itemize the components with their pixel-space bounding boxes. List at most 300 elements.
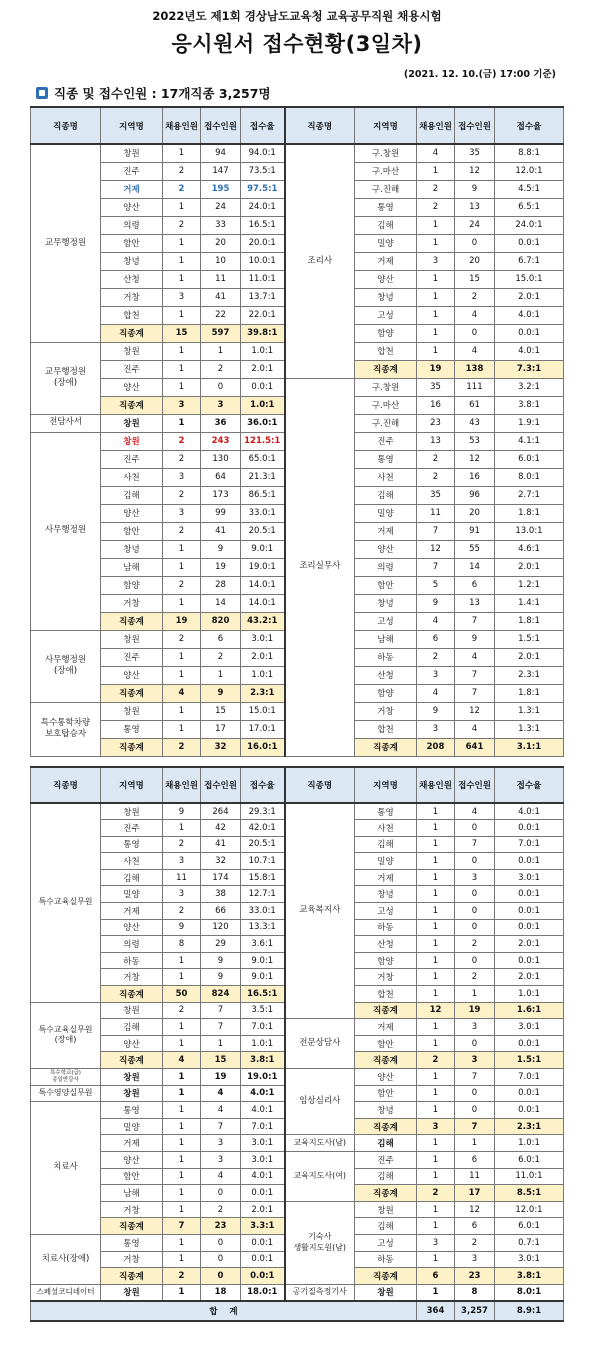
apply-cell: 0 [455,234,495,252]
job-cell: 교무행정원 [31,144,101,342]
ratio-cell: 4.0:1 [241,1102,285,1119]
ratio-cell: 1.2:1 [495,576,564,594]
ratio-cell: 73.5:1 [241,162,285,180]
ratio-cell: 6.0:1 [495,1218,564,1235]
ratio-cell: 11.0:1 [495,1168,564,1185]
hire-cell: 1 [417,1218,455,1235]
ratio-cell: 36.0:1 [241,414,285,432]
apply-cell: 17 [455,1185,495,1202]
region-cell: 사천 [101,468,163,486]
region-cell: 창원 [101,1002,163,1019]
job-cell: 교육복지사 [285,803,355,1019]
apply-cell: 4 [201,1168,241,1185]
hire-cell: 9 [417,702,455,720]
ratio-cell: 4.0:1 [495,306,564,324]
job-cell: 기숙사 생활지도원(남) [285,1201,355,1284]
ratio-cell: 16.0:1 [241,738,285,756]
hire-cell: 2 [163,836,201,853]
apply-cell: 41 [201,522,241,540]
region-cell: 거창 [101,969,163,986]
col-header-apply: 접수인원 [455,767,495,803]
ratio-cell: 10.7:1 [241,853,285,870]
region-cell: 밀양 [355,234,417,252]
region-cell: 창원 [101,414,163,432]
ratio-cell: 7.0:1 [495,836,564,853]
apply-cell: 0 [455,952,495,969]
hire-cell: 16 [417,396,455,414]
hire-cell: 1 [163,952,201,969]
job-cell: 전문상담사 [285,1019,355,1069]
job-cell: 특수영양실무원 [31,1085,101,1102]
ratio-cell: 14.0:1 [241,576,285,594]
apply-cell: 3 [455,1251,495,1268]
apply-cell: 19 [201,558,241,576]
ratio-cell: 6.5:1 [495,198,564,216]
hire-cell: 1 [163,558,201,576]
hire-cell: 1 [417,836,455,853]
apply-cell: 53 [455,432,495,450]
apply-cell: 32 [201,738,241,756]
region-cell: 창원 [101,144,163,162]
apply-cell: 597 [201,324,241,342]
hire-cell: 2 [163,486,201,504]
region-cell: 밀양 [101,1118,163,1135]
job-cell: 치료사(장애) [31,1234,101,1284]
col-header-region: 지역명 [101,767,163,803]
apply-cell: 0 [201,378,241,396]
apply-cell: 35 [455,144,495,162]
region-cell: 창원 [355,1284,417,1301]
hire-cell: 1 [417,270,455,288]
apply-cell: 2 [201,1201,241,1218]
apply-cell: 173 [201,486,241,504]
region-cell: 통영 [101,720,163,738]
region-cell: 거창 [101,288,163,306]
hire-cell: 23 [417,414,455,432]
ratio-cell: 24.0:1 [495,216,564,234]
region-cell: 김해 [355,216,417,234]
region-cell: 직종계 [355,1052,417,1069]
apply-cell: 0 [455,1085,495,1102]
apply-cell: 24 [455,216,495,234]
ratio-cell: 2.0:1 [495,936,564,953]
region-cell: 김해 [355,836,417,853]
region-cell: 통영 [101,1234,163,1251]
col-header-region: 지역명 [101,107,163,144]
region-cell: 거창 [101,1251,163,1268]
hire-cell: 2 [163,432,201,450]
hire-cell: 1 [163,702,201,720]
region-cell: 함안 [101,234,163,252]
region-cell: 함안 [355,576,417,594]
region-cell: 합천 [355,720,417,738]
ratio-cell: 13.3:1 [241,919,285,936]
hire-cell: 1 [163,820,201,837]
region-cell: 거제 [101,903,163,920]
region-cell: 사천 [355,820,417,837]
col-header-ratio: 접수율 [241,107,285,144]
region-cell: 창녕 [355,886,417,903]
region-cell: 김해 [101,1019,163,1036]
hire-cell: 1 [163,594,201,612]
ratio-cell: 6.0:1 [495,450,564,468]
ratio-cell: 1.0:1 [241,342,285,360]
col-header-ratio: 접수율 [241,767,285,803]
col-header-hire: 채용인원 [163,767,201,803]
ratio-cell: 13.7:1 [241,288,285,306]
ratio-cell: 121.5:1 [241,432,285,450]
apply-cell: 99 [201,504,241,522]
ratio-cell: 3.0:1 [495,1019,564,1036]
region-cell: 창원 [101,1085,163,1102]
hire-cell: 1 [163,1201,201,1218]
hire-cell: 19 [417,360,455,378]
ratio-cell: 2.0:1 [241,648,285,666]
apply-cell: 19 [201,1069,241,1086]
apply-cell: 2 [201,360,241,378]
hire-cell: 1 [163,1185,201,1202]
region-cell: 창녕 [355,594,417,612]
apply-cell: 7 [455,684,495,702]
apply-cell: 9 [201,969,241,986]
apply-cell: 66 [201,903,241,920]
apply-cell: 6 [201,630,241,648]
ratio-cell: 4.5:1 [495,180,564,198]
apply-cell: 23 [455,1268,495,1285]
ratio-cell: 9.0:1 [241,540,285,558]
region-cell: 통영 [101,1102,163,1119]
hire-cell: 1 [417,886,455,903]
ratio-cell: 14.0:1 [241,594,285,612]
region-cell: 거제 [355,522,417,540]
apply-cell: 9 [455,630,495,648]
hire-cell: 1 [417,936,455,953]
hire-cell: 12 [417,540,455,558]
region-cell: 통영 [355,803,417,820]
ratio-cell: 1.5:1 [495,630,564,648]
apply-cell: 0 [455,1102,495,1119]
ratio-cell: 8.0:1 [495,468,564,486]
apply-cell: 0 [455,919,495,936]
region-cell: 하동 [355,1251,417,1268]
hire-cell: 2 [163,903,201,920]
hire-cell: 3 [163,288,201,306]
ratio-cell: 8.0:1 [495,1284,564,1301]
apply-cell: 43 [455,414,495,432]
ratio-cell: 1.0:1 [241,396,285,414]
status-table-2 [30,766,564,1322]
region-cell: 거제 [101,180,163,198]
hire-cell: 1 [163,1234,201,1251]
job-cell: 조리사 [285,144,355,378]
region-cell: 양산 [101,504,163,522]
ratio-cell: 1.9:1 [495,414,564,432]
hire-cell: 35 [417,486,455,504]
apply-cell: 22 [201,306,241,324]
apply-cell: 12 [455,162,495,180]
hire-cell: 1 [417,1284,455,1301]
ratio-cell: 3.3:1 [241,1218,285,1235]
region-cell: 함양 [355,324,417,342]
hire-cell: 208 [417,738,455,756]
ratio-cell: 16.5:1 [241,986,285,1003]
hire-cell: 1 [163,720,201,738]
region-cell: 구.창원 [355,144,417,162]
apply-cell: 2 [455,288,495,306]
ratio-cell: 1.3:1 [495,702,564,720]
job-cell: 특수통학차량 보호탑승자 [31,702,101,756]
apply-cell: 6 [455,1218,495,1235]
region-cell: 거창 [101,594,163,612]
apply-cell: 130 [201,450,241,468]
col-header-region: 지역명 [355,767,417,803]
table-row [31,1019,564,1036]
hire-cell: 1 [417,869,455,886]
col-header-job: 직종명 [31,107,101,144]
hire-cell: 4 [417,612,455,630]
region-cell: 고성 [355,306,417,324]
ratio-cell: 11.0:1 [241,270,285,288]
region-cell: 함양 [355,684,417,702]
region-cell: 구.창원 [355,378,417,396]
region-cell: 창녕 [355,288,417,306]
region-cell: 직종계 [101,1052,163,1069]
hire-cell: 1 [163,1118,201,1135]
apply-cell: 3 [201,1135,241,1152]
reference-date: (2021. 12. 10.(금) 17:00 기준) [403,69,556,80]
apply-cell: 42 [201,820,241,837]
page-title: 응시원서 접수현황(3일차) [171,32,423,56]
hire-cell: 2 [163,162,201,180]
col-header-apply: 접수인원 [201,107,241,144]
region-cell: 직종계 [355,1002,417,1019]
table-row [31,803,564,820]
ratio-cell: 2.3:1 [495,1118,564,1135]
ratio-cell: 24.0:1 [241,198,285,216]
hire-cell: 2 [417,648,455,666]
hire-cell: 1 [163,342,201,360]
apply-cell: 1 [455,986,495,1003]
ratio-cell: 3.8:1 [495,396,564,414]
ratio-cell: 1.0:1 [495,986,564,1003]
hire-cell: 2 [417,198,455,216]
region-cell: 창녕 [101,540,163,558]
apply-cell: 4 [455,306,495,324]
region-cell: 양산 [101,1035,163,1052]
ratio-cell: 19.0:1 [241,1069,285,1086]
region-cell: 김해 [355,486,417,504]
region-cell: 사천 [101,853,163,870]
region-cell: 직종계 [355,1118,417,1135]
apply-cell: 2 [455,1234,495,1251]
apply-cell: 20 [455,504,495,522]
hire-cell: 1 [163,540,201,558]
ratio-cell: 1.8:1 [495,612,564,630]
apply-cell: 7 [455,666,495,684]
ratio-cell: 1.0:1 [495,1135,564,1152]
ratio-cell: 0.0:1 [241,378,285,396]
hire-cell: 7 [163,1218,201,1235]
apply-cell: 13 [455,198,495,216]
apply-cell: 18 [201,1284,241,1301]
ratio-cell: 1.6:1 [495,1002,564,1019]
apply-cell: 3 [455,1052,495,1069]
hire-cell: 1 [163,1069,201,1086]
hire-cell: 3 [417,1234,455,1251]
ratio-cell: 65.0:1 [241,450,285,468]
hire-cell: 3 [163,504,201,522]
ratio-cell: 2.0:1 [495,288,564,306]
ratio-cell: 0.0:1 [495,1035,564,1052]
region-cell: 창원 [101,1069,163,1086]
ratio-cell: 20.0:1 [241,234,285,252]
hire-cell: 50 [163,986,201,1003]
ratio-cell: 0.0:1 [241,1185,285,1202]
apply-cell: 138 [455,360,495,378]
grand-total-label: 합 계 [31,1301,417,1321]
apply-cell: 0 [201,1251,241,1268]
region-cell: 합천 [355,342,417,360]
hire-cell: 1 [163,252,201,270]
ratio-cell: 16.5:1 [241,216,285,234]
hire-cell: 11 [417,504,455,522]
apply-cell: 1 [201,666,241,684]
job-cell: 특수교육실무원 (장애) [31,1002,101,1068]
ratio-cell: 0.0:1 [495,234,564,252]
ratio-cell: 1.4:1 [495,594,564,612]
hire-cell: 4 [163,684,201,702]
apply-cell: 4 [455,648,495,666]
apply-cell: 1 [455,1135,495,1152]
ratio-cell: 9.0:1 [241,969,285,986]
hire-cell: 1 [163,969,201,986]
hire-cell: 1 [163,1019,201,1036]
region-cell: 김해 [355,1135,417,1152]
hire-cell: 3 [163,468,201,486]
apply-cell: 19 [455,1002,495,1019]
ratio-cell: 0.0:1 [495,1102,564,1119]
col-header-ratio: 접수율 [495,107,564,144]
ratio-cell: 12.7:1 [241,886,285,903]
region-cell: 고성 [355,1234,417,1251]
ratio-cell: 3.0:1 [495,869,564,886]
hire-cell: 2 [163,1268,201,1285]
table-row [31,1069,564,1086]
hire-cell: 2 [163,576,201,594]
apply-cell: 3 [201,1151,241,1168]
region-cell: 산청 [101,270,163,288]
hire-cell: 3 [417,720,455,738]
col-header-hire: 채용인원 [417,107,455,144]
apply-cell: 0 [455,1035,495,1052]
region-cell: 직종계 [355,360,417,378]
apply-cell: 32 [201,853,241,870]
region-cell: 양산 [355,270,417,288]
hire-cell: 1 [417,1102,455,1119]
ratio-cell: 2.0:1 [495,648,564,666]
region-cell: 창원 [101,1284,163,1301]
apply-cell: 11 [455,1168,495,1185]
ratio-cell: 3.6:1 [241,936,285,953]
apply-cell: 12 [455,702,495,720]
region-cell: 함안 [101,522,163,540]
region-cell: 통영 [355,450,417,468]
region-cell: 합천 [355,986,417,1003]
hire-cell: 1 [417,1135,455,1152]
apply-cell: 29 [201,936,241,953]
apply-cell: 0 [201,1234,241,1251]
hire-cell: 1 [163,414,201,432]
apply-cell: 243 [201,432,241,450]
col-header-apply: 접수인원 [455,107,495,144]
ratio-cell: 15.0:1 [241,702,285,720]
hire-cell: 2 [417,1052,455,1069]
apply-cell: 7 [455,1118,495,1135]
region-cell: 통영 [355,198,417,216]
ratio-cell: 3.0:1 [241,630,285,648]
ratio-cell: 3.2:1 [495,378,564,396]
hire-cell: 1 [163,666,201,684]
ratio-cell: 2.0:1 [241,1201,285,1218]
ratio-cell: 0.0:1 [241,1234,285,1251]
ratio-cell: 12.0:1 [495,1201,564,1218]
region-cell: 양산 [101,378,163,396]
apply-cell: 14 [455,558,495,576]
region-cell: 진주 [355,432,417,450]
apply-cell: 0 [455,886,495,903]
region-cell: 직종계 [101,396,163,414]
ratio-cell: 4.0:1 [495,803,564,820]
apply-cell: 41 [201,836,241,853]
section-icon [36,87,48,99]
grand-total-hire: 364 [417,1301,455,1321]
ratio-cell: 22.0:1 [241,306,285,324]
apply-cell: 3 [201,396,241,414]
region-cell: 직종계 [101,684,163,702]
hire-cell: 35 [417,378,455,396]
region-cell: 창원 [101,630,163,648]
hire-cell: 1 [417,1151,455,1168]
region-cell: 거제 [355,1019,417,1036]
region-cell: 직종계 [355,738,417,756]
apply-cell: 111 [455,378,495,396]
ratio-cell: 3.0:1 [241,1135,285,1152]
hire-cell: 1 [163,270,201,288]
apply-cell: 195 [201,180,241,198]
hire-cell: 1 [417,288,455,306]
ratio-cell: 1.5:1 [495,1052,564,1069]
hire-cell: 3 [163,853,201,870]
apply-cell: 15 [201,702,241,720]
ratio-cell: 2.3:1 [495,666,564,684]
ratio-cell: 4.6:1 [495,540,564,558]
region-cell: 거창 [355,702,417,720]
region-cell: 함양 [355,952,417,969]
hire-cell: 1 [417,969,455,986]
region-cell: 김해 [101,869,163,886]
region-cell: 산청 [355,936,417,953]
region-cell: 직종계 [101,1268,163,1285]
ratio-cell: 7.0:1 [495,1069,564,1086]
region-cell: 구.마산 [355,396,417,414]
region-cell: 창원 [101,432,163,450]
apply-cell: 23 [201,1218,241,1235]
hire-cell: 9 [163,919,201,936]
region-cell: 양산 [355,1069,417,1086]
apply-cell: 15 [455,270,495,288]
table-row [31,1135,564,1152]
grand-total-ratio: 8.9:1 [495,1301,564,1321]
